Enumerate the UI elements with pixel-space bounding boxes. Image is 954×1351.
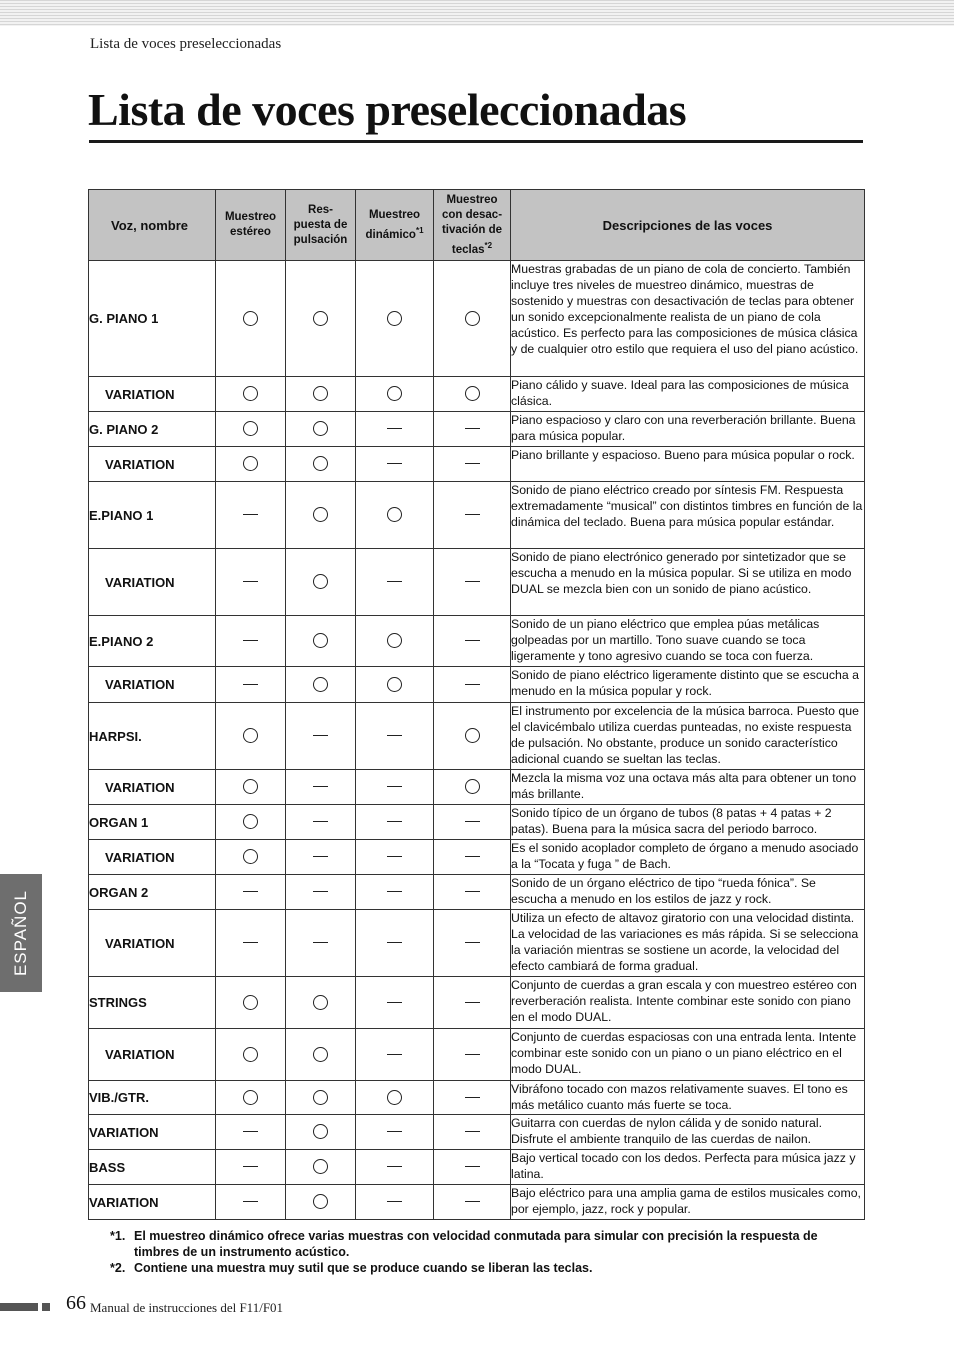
dash-mark-icon (243, 1131, 258, 1132)
table-row (89, 840, 865, 875)
circle-mark-icon (243, 995, 258, 1010)
stereo-sampling-cell (216, 875, 286, 910)
circle-mark-icon (387, 386, 402, 401)
circle-mark-icon (313, 1194, 328, 1209)
voice-description: Sonido de un piano eléctrico que emplea púas metálicas golpeadas por un martillo. Tono suave cuando se toca ligeramente y tono agresivo cuando se toca con fuerza. (511, 616, 865, 667)
voice-name: VARIATION (89, 447, 216, 482)
touch-response-cell (286, 667, 356, 703)
voice-name: E.PIANO 2 (89, 616, 216, 667)
dash-mark-icon (313, 891, 328, 892)
stereo-sampling-cell (216, 770, 286, 805)
dynamic-sampling-cell (356, 667, 434, 703)
key-off-sampling-cell (434, 377, 511, 412)
stereo-sampling-cell (216, 447, 286, 482)
table-row (89, 667, 865, 703)
dynamic-sampling-cell (356, 549, 434, 616)
stereo-sampling-cell (216, 1081, 286, 1115)
table-row (89, 412, 865, 447)
dash-mark-icon (387, 1166, 402, 1167)
table-row (89, 770, 865, 805)
top-decorative-band (0, 0, 954, 26)
circle-mark-icon (243, 311, 258, 326)
key-off-sampling-cell (434, 667, 511, 703)
dash-mark-icon (243, 684, 258, 685)
voice-name: ORGAN 1 (89, 805, 216, 840)
table-row (89, 261, 865, 377)
voice-list-table (88, 189, 865, 1220)
voice-description: Vibráfono tocado con mazos relativamente suaves. El tono es más metálico cuanto más fuerte se toca. (511, 1081, 865, 1115)
dash-mark-icon (243, 891, 258, 892)
table-row (89, 805, 865, 840)
voice-name: BASS (89, 1150, 216, 1185)
key-off-sampling-cell (434, 703, 511, 770)
voice-description: Conjunto de cuerdas a gran escala y con muestreo estéreo con reverberación realista. Intente combinar este sonido con piano en el modo DUAL. (511, 977, 865, 1029)
dynamic-sampling-cell (356, 1029, 434, 1081)
stereo-sampling-cell (216, 549, 286, 616)
circle-mark-icon (387, 311, 402, 326)
touch-response-cell (286, 1185, 356, 1220)
dash-mark-icon (313, 735, 328, 736)
dash-mark-icon (465, 581, 480, 582)
dash-mark-icon (243, 1166, 258, 1167)
voice-name: VARIATION (89, 770, 216, 805)
touch-response-cell (286, 875, 356, 910)
header-dynamic-sampling: Muestreo dinámico$^{*1}$ (356, 190, 434, 261)
dynamic-sampling-cell (356, 770, 434, 805)
voice-name: VARIATION (89, 377, 216, 412)
dash-mark-icon (387, 735, 402, 736)
dash-mark-icon (313, 821, 328, 822)
circle-mark-icon (243, 849, 258, 864)
dash-mark-icon (387, 1201, 402, 1202)
circle-mark-icon (465, 311, 480, 326)
voice-description: Conjunto de cuerdas espaciosas con una entrada lenta. Intente combinar este sonido con un piano o un piano eléctrico en el modo DUAL. (511, 1029, 865, 1081)
voice-description: Piano brillante y espacioso. Bueno para música popular o rock. (511, 447, 865, 482)
voice-name: VARIATION (89, 1029, 216, 1081)
touch-response-cell (286, 377, 356, 412)
footer-square (42, 1303, 50, 1311)
voice-name: VARIATION (89, 549, 216, 616)
circle-mark-icon (313, 574, 328, 589)
circle-mark-icon (313, 677, 328, 692)
dash-mark-icon (387, 942, 402, 943)
circle-mark-icon (313, 1047, 328, 1062)
table-row (89, 377, 865, 412)
voice-description: Guitarra con cuerdas de nylon cálida y de sonido natural. Disfrute el ambiente tranquilo de las cuerdas de nailon. (511, 1115, 865, 1150)
key-off-sampling-cell (434, 1029, 511, 1081)
stereo-sampling-cell (216, 840, 286, 875)
touch-response-cell (286, 412, 356, 447)
circle-mark-icon (313, 1124, 328, 1139)
circle-mark-icon (465, 386, 480, 401)
dash-mark-icon (387, 786, 402, 787)
circle-mark-icon (387, 1090, 402, 1105)
footnotes (110, 1228, 840, 1276)
voice-name: VARIATION (89, 667, 216, 703)
key-off-sampling-cell (434, 549, 511, 616)
dash-mark-icon (465, 942, 480, 943)
voice-name: E.PIANO 1 (89, 482, 216, 549)
dynamic-sampling-cell (356, 1185, 434, 1220)
key-off-sampling-cell (434, 840, 511, 875)
dash-mark-icon (387, 463, 402, 464)
running-head: Lista de voces preseleccionadas (90, 36, 282, 52)
touch-response-cell (286, 977, 356, 1029)
dash-mark-icon (387, 1054, 402, 1055)
dynamic-sampling-cell (356, 1115, 434, 1150)
circle-mark-icon (313, 421, 328, 436)
voice-description: El instrumento por excelencia de la música barroca. Puesto que el clavicémbalo utiliza cuerdas punteadas, no existe respuesta de pulsación. No obstante, produce un sonido característico adicional cuando se sueltan las teclas. (511, 703, 865, 770)
dash-mark-icon (387, 891, 402, 892)
dynamic-sampling-cell (356, 1081, 434, 1115)
dash-mark-icon (465, 1002, 480, 1003)
table-row (89, 875, 865, 910)
header-touch-response: Res- puesta de pulsación (286, 190, 356, 261)
voice-name: VIB./GTR. (89, 1081, 216, 1115)
stereo-sampling-cell (216, 1029, 286, 1081)
dynamic-sampling-cell (356, 875, 434, 910)
dynamic-sampling-cell (356, 377, 434, 412)
key-off-sampling-cell (434, 616, 511, 667)
dynamic-sampling-cell (356, 412, 434, 447)
table-row (89, 616, 865, 667)
dash-mark-icon (465, 1166, 480, 1167)
touch-response-cell (286, 1150, 356, 1185)
footnote: *1. El muestreo dinámico ofrece varias muestras con velocidad conmutada para simular con precisión la respuesta de timbres de un instrumento acústico. (110, 1229, 818, 1259)
voice-name: STRINGS (89, 977, 216, 1029)
dash-mark-icon (313, 942, 328, 943)
footnote: *2. Contiene una muestra muy sutil que se produce cuando se liberan las teclas. (110, 1261, 593, 1275)
voice-description: Piano espacioso y claro con una reverberación brillante. Buena para música popular. (511, 412, 865, 447)
table-row (89, 482, 865, 549)
voice-description: Sonido de piano eléctrico creado por síntesis FM. Respuesta extremadamente “musical” con distintos timbres en función de la dinámica del teclado. Buena para música popular estándar. (511, 482, 865, 549)
touch-response-cell (286, 910, 356, 977)
circle-mark-icon (243, 779, 258, 794)
stereo-sampling-cell (216, 412, 286, 447)
key-off-sampling-cell (434, 1115, 511, 1150)
stereo-sampling-cell (216, 482, 286, 549)
dash-mark-icon (387, 1002, 402, 1003)
header-stereo-sampling: Muestreo estéreo (216, 190, 286, 261)
circle-mark-icon (243, 386, 258, 401)
dash-mark-icon (387, 821, 402, 822)
dash-mark-icon (387, 1131, 402, 1132)
stereo-sampling-cell (216, 377, 286, 412)
header-key-off-sampling: Muestreo con desac- tivación de teclas$^{*2}$ (434, 190, 511, 261)
table-row (89, 1150, 865, 1185)
key-off-sampling-cell (434, 977, 511, 1029)
dynamic-sampling-cell (356, 261, 434, 377)
dash-mark-icon (243, 514, 258, 515)
circle-mark-icon (313, 311, 328, 326)
table-row (89, 549, 865, 616)
touch-response-cell (286, 1115, 356, 1150)
voice-description: Bajo vertical tocado con los dedos. Perfecta para música jazz y latina. (511, 1150, 865, 1185)
dash-mark-icon (465, 1054, 480, 1055)
voice-description: Sonido de un órgano eléctrico de tipo “rueda fónica”. Se escucha a menudo en los estilos de jazz y rock. (511, 875, 865, 910)
footer-bar (0, 1303, 38, 1311)
key-off-sampling-cell (434, 770, 511, 805)
voice-name: G. PIANO 2 (89, 412, 216, 447)
circle-mark-icon (313, 456, 328, 471)
touch-response-cell (286, 840, 356, 875)
voice-description: Sonido típico de un órgano de tubos (8 patas + 4 patas + 2 patas). Buena para la música sacra del periodo barroco. (511, 805, 865, 840)
stereo-sampling-cell (216, 616, 286, 667)
table-row (89, 1081, 865, 1115)
table-row (89, 703, 865, 770)
stereo-sampling-cell (216, 667, 286, 703)
voice-name: HARPSI. (89, 703, 216, 770)
dynamic-sampling-cell (356, 616, 434, 667)
stereo-sampling-cell (216, 805, 286, 840)
touch-response-cell (286, 703, 356, 770)
key-off-sampling-cell (434, 1081, 511, 1115)
touch-response-cell (286, 1081, 356, 1115)
dynamic-sampling-cell (356, 910, 434, 977)
dynamic-sampling-cell (356, 447, 434, 482)
dash-mark-icon (243, 942, 258, 943)
circle-mark-icon (313, 633, 328, 648)
stereo-sampling-cell (216, 261, 286, 377)
dynamic-sampling-cell (356, 482, 434, 549)
voice-description: Bajo eléctrico para una amplia gama de estilos musicales como, por ejemplo, jazz, rock y popular. (511, 1185, 865, 1220)
circle-mark-icon (243, 421, 258, 436)
header-voice-descriptions: Descripciones de las voces (511, 190, 865, 261)
circle-mark-icon (387, 507, 402, 522)
circle-mark-icon (243, 814, 258, 829)
touch-response-cell (286, 482, 356, 549)
table-row (89, 977, 865, 1029)
dash-mark-icon (465, 1131, 480, 1132)
dash-mark-icon (465, 640, 480, 641)
voice-description: Mezcla la misma voz una octava más alta para obtener un tono más brillante. (511, 770, 865, 805)
voice-description: Es el sonido acoplador completo de órgano a menudo asociado a la “Tocata y fuga ” de Bach. (511, 840, 865, 875)
page-title: Lista de voces preseleccionadas (88, 84, 687, 135)
dash-mark-icon (465, 1201, 480, 1202)
dash-mark-icon (243, 640, 258, 641)
dash-mark-icon (465, 514, 480, 515)
table-row (89, 1185, 865, 1220)
page-number: 66 (66, 1292, 86, 1314)
dynamic-sampling-cell (356, 977, 434, 1029)
table-row (89, 447, 865, 482)
voice-name: VARIATION (89, 840, 216, 875)
dash-mark-icon (387, 581, 402, 582)
dash-mark-icon (465, 684, 480, 685)
dash-mark-icon (387, 856, 402, 857)
key-off-sampling-cell (434, 261, 511, 377)
voice-description: Sonido de piano eléctrico ligeramente distinto que se escucha a menudo en la música popular y rock. (511, 667, 865, 703)
table-header-row (89, 190, 865, 261)
stereo-sampling-cell (216, 977, 286, 1029)
table-row (89, 910, 865, 977)
key-off-sampling-cell (434, 875, 511, 910)
key-off-sampling-cell (434, 412, 511, 447)
voice-name: VARIATION (89, 1185, 216, 1220)
stereo-sampling-cell (216, 910, 286, 977)
circle-mark-icon (465, 779, 480, 794)
circle-mark-icon (313, 386, 328, 401)
dash-mark-icon (465, 463, 480, 464)
dash-mark-icon (465, 821, 480, 822)
voice-description: Piano cálido y suave. Ideal para las composiciones de música clásica. (511, 377, 865, 412)
voice-name: G. PIANO 1 (89, 261, 216, 377)
key-off-sampling-cell (434, 482, 511, 549)
dynamic-sampling-cell (356, 1150, 434, 1185)
dash-mark-icon (465, 428, 480, 429)
stereo-sampling-cell (216, 1150, 286, 1185)
stereo-sampling-cell (216, 1115, 286, 1150)
touch-response-cell (286, 1029, 356, 1081)
touch-response-cell (286, 447, 356, 482)
circle-mark-icon (243, 1090, 258, 1105)
language-side-tab (0, 874, 42, 992)
title-rule (89, 140, 863, 143)
circle-mark-icon (243, 456, 258, 471)
circle-mark-icon (387, 633, 402, 648)
voice-name: ORGAN 2 (89, 875, 216, 910)
touch-response-cell (286, 549, 356, 616)
circle-mark-icon (313, 995, 328, 1010)
voice-description: Sonido de piano electrónico generado por sintetizador que se escucha a menudo en la música popular. Si se utiliza en modo DUAL se mezcla bien con un sonido de piano acústico. (511, 549, 865, 616)
voice-description: Utiliza un efecto de altavoz giratorio con una velocidad distinta. La velocidad de las variaciones es más rápida. Si se selecciona la variación mientras se sostiene un acorde, la velocidad del efecto cambiará de forma gradual. (511, 910, 865, 977)
dash-mark-icon (243, 581, 258, 582)
table-row (89, 1029, 865, 1081)
key-off-sampling-cell (434, 910, 511, 977)
circle-mark-icon (387, 677, 402, 692)
dash-mark-icon (313, 856, 328, 857)
stereo-sampling-cell (216, 1185, 286, 1220)
touch-response-cell (286, 261, 356, 377)
circle-mark-icon (313, 1159, 328, 1174)
dash-mark-icon (465, 856, 480, 857)
key-off-sampling-cell (434, 1185, 511, 1220)
key-off-sampling-cell (434, 447, 511, 482)
dash-mark-icon (387, 428, 402, 429)
dynamic-sampling-cell (356, 805, 434, 840)
header-voice-name: Voz, nombre (89, 190, 216, 261)
circle-mark-icon (243, 728, 258, 743)
circle-mark-icon (465, 728, 480, 743)
touch-response-cell (286, 616, 356, 667)
voice-name: VARIATION (89, 1115, 216, 1150)
circle-mark-icon (313, 1090, 328, 1105)
key-off-sampling-cell (434, 805, 511, 840)
circle-mark-icon (313, 507, 328, 522)
touch-response-cell (286, 805, 356, 840)
touch-response-cell (286, 770, 356, 805)
dynamic-sampling-cell (356, 703, 434, 770)
circle-mark-icon (243, 1047, 258, 1062)
key-off-sampling-cell (434, 1150, 511, 1185)
dash-mark-icon (313, 786, 328, 787)
dash-mark-icon (243, 1201, 258, 1202)
footer-manual-title: Manual de instrucciones del F11/F01 (90, 1300, 284, 1315)
dynamic-sampling-cell (356, 840, 434, 875)
stereo-sampling-cell (216, 703, 286, 770)
dash-mark-icon (465, 1097, 480, 1098)
voice-name: VARIATION (89, 910, 216, 977)
voice-description: Muestras grabadas de un piano de cola de concierto. También incluye tres niveles de muestreo dinámico, muestras de sostenido y muestras con desactivación de teclas para obtener un sonido excepcionalmente realista de un piano de cola acústico. Es perfecto para las composiciones de música clásica y de cualquier otro estilo que requiera el uso del piano acústico. (511, 261, 865, 377)
language-label: ESPAÑOL (11, 889, 30, 977)
dash-mark-icon (465, 891, 480, 892)
table-row (89, 1115, 865, 1150)
